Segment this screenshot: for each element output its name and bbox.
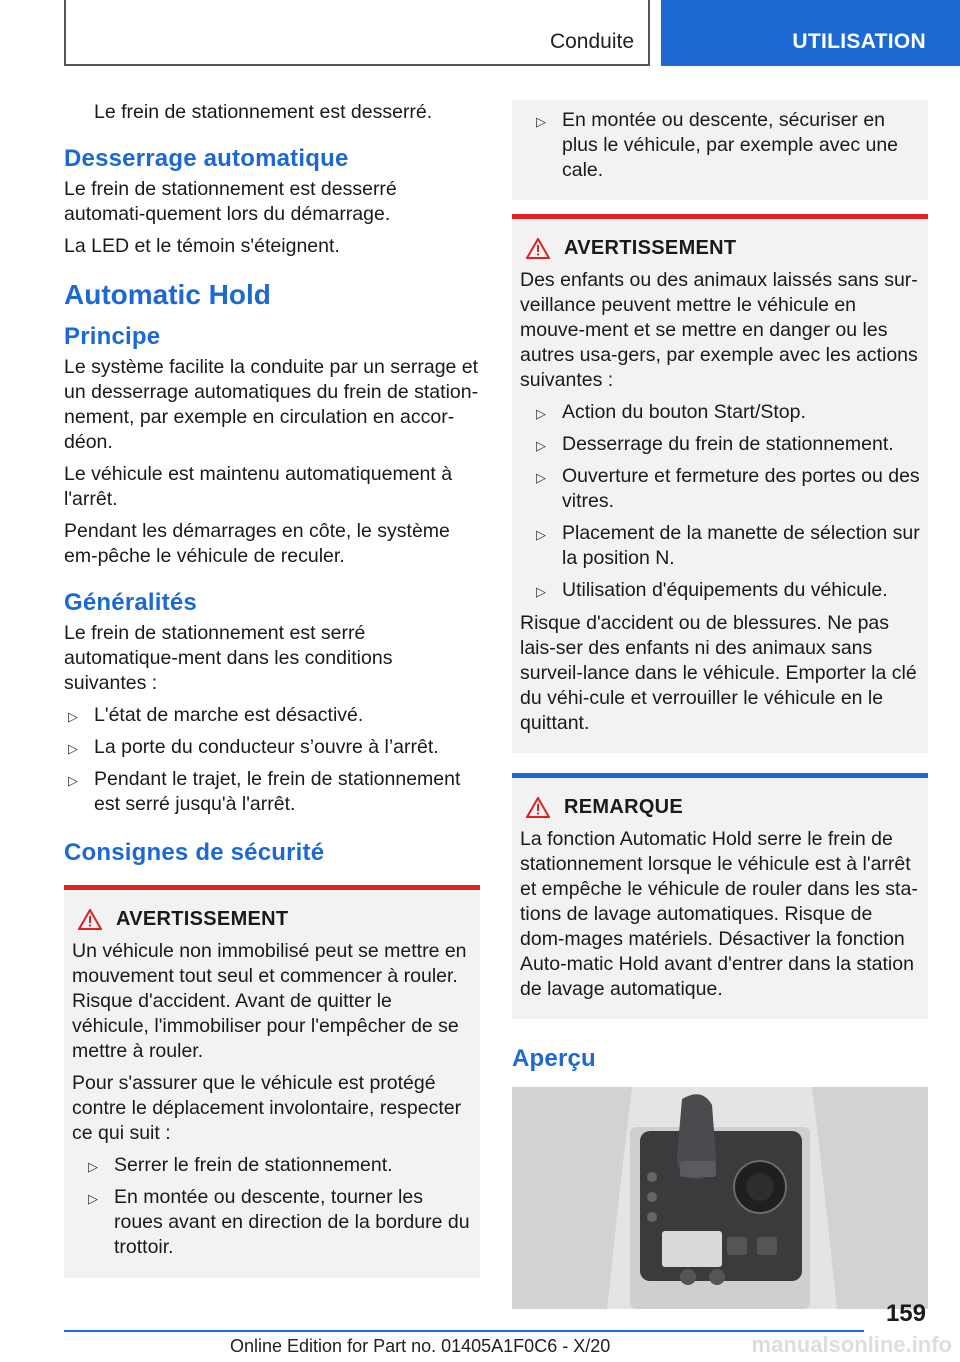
list-item: ▷ En montée ou descente, tourner les roues avant en direction de la bordure du trottoir.: [88, 1186, 470, 1258]
header-chapter-title: UTILISATION: [792, 30, 926, 53]
footer-divider: [64, 1330, 864, 1332]
warning-header: [520, 237, 920, 260]
triangle-bullet-icon: ▷: [536, 406, 546, 421]
warning-triangle-icon: [78, 909, 102, 930]
list-item: ▷ Action du bouton Start/Stop.: [520, 400, 920, 425]
principle-p1: Le système facilite la conduite par un serrage et un desserrage automatiques du frein de station-nement, par exemple en circulation en accor-déon.: [64, 356, 479, 453]
warning-box-2: [512, 214, 928, 753]
warning2-list: [520, 400, 920, 603]
triangle-bullet-icon: ▷: [536, 114, 546, 129]
note-box: [512, 773, 928, 1019]
header-chapter-tab: [661, 0, 960, 66]
list-item: ▷ Ouverture et fermeture des portes ou des vitres.: [536, 465, 920, 512]
heading-auto-release: Desserrage automatique: [64, 145, 349, 172]
center-console-illustration: [512, 1087, 928, 1309]
auto-release-p1: Le frein de stationnement est desserré automati-quement lors du démarrage.: [64, 178, 397, 225]
list-item: ▷ Pendant le trajet, le frein de stationnement est serré jusqu'à l'arrêt.: [68, 768, 461, 815]
warning-triangle-icon: [526, 238, 550, 259]
triangle-bullet-icon: ▷: [536, 584, 546, 599]
triangle-bullet-icon: ▷: [68, 741, 78, 756]
page-number: 159: [885, 1300, 926, 1327]
heading-automatic-hold: Automatic Hold: [64, 279, 271, 310]
footer-edition: Online Edition for Part no. 01405A1F0C6 - X/20: [230, 1336, 611, 1356]
warning2-p1: Des enfants ou des animaux laissés sans sur-veillance peuvent mettre le véhicule en mouve-ment et se mettre en danger ou les autres usa-gers, par exemple avec les actions suivantes :: [520, 269, 918, 391]
list-item: ▷ Desserrage du frein de stationnement.: [520, 432, 920, 457]
auto-release-p2: La LED et le témoin s'éteignent.: [64, 235, 340, 257]
general-list: [64, 703, 480, 817]
general-p1: Le frein de stationnement est serré automatique-ment dans les conditions suivantes :: [64, 622, 393, 694]
header-section-box: [64, 0, 650, 66]
list-item: ▷ Utilisation d'équipements du véhicule.: [520, 578, 920, 603]
warning1-p1: Un véhicule non immobilisé peut se mettre en mouvement tout seul et commencer à rouler. Risque d'accident. Avant de quitter le véhicule, l'immobiliser pour l'empêcher de se mettre à rouler.: [72, 940, 467, 1062]
list-item: ▷ L'état de marche est désactivé.: [64, 703, 480, 728]
warning-label: AVERTISSEMENT: [564, 237, 737, 259]
heading-safety: Consignes de sécurité: [64, 839, 325, 866]
heading-general: Généralités: [64, 589, 197, 616]
triangle-bullet-icon: ▷: [536, 470, 546, 485]
triangle-bullet-icon: ▷: [68, 709, 78, 724]
triangle-bullet-icon: ▷: [536, 527, 546, 542]
list-item: ▷ En montée ou descente, sécuriser en plus le véhicule, par exemple avec une cale.: [536, 109, 899, 181]
warning-triangle-icon: [526, 797, 550, 818]
list-item: ▷ Placement de la manette de sélection sur la position N.: [536, 522, 920, 569]
triangle-bullet-icon: ▷: [536, 438, 546, 453]
heading-overview: Aperçu: [512, 1045, 596, 1072]
warning1-p2: Pour s'assurer que le véhicule est protégé contre le déplacement involontaire, respecter ce qui suit :: [72, 1072, 462, 1144]
intro-text: Le frein de stationnement est desserré.: [94, 101, 433, 123]
triangle-bullet-icon: ▷: [88, 1159, 98, 1174]
warning1-list: [72, 1153, 472, 1260]
warning-box-1-continued: [512, 100, 928, 200]
warning1-cont-list: [520, 108, 920, 183]
note-p1: La fonction Automatic Hold serre le frein de stationnement lorsque le véhicule est à l'arrêt et empêche le véhicule de rouler dans les sta-tions de lavage automatiques. Risque de dom-mages matériels. Désactiver la fonction Auto-matic Hold avant d'entrer dans la station de lavage automatique.: [520, 828, 918, 1000]
header-section-title: Conduite: [549, 30, 634, 53]
center-console-photo: [512, 1087, 928, 1309]
warning-box-1: [64, 885, 480, 1278]
warning-label: AVERTISSEMENT: [116, 908, 289, 930]
right-column: [512, 100, 928, 1309]
note-header: [520, 796, 920, 819]
principle-p3: Pendant les démarrages en côte, le système em-pêche le véhicule de reculer.: [64, 520, 450, 567]
warning2-p2: Risque d'accident ou de blessures. Ne pas lais-ser des enfants ni des animaux sans surveil-lance dans le véhicule. Emporter la clé du véhi-cule et verrouiller le véhicule en le quittant.: [520, 612, 917, 734]
principle-p2: Le véhicule est maintenu automatiquement à l'arrêt.: [64, 463, 453, 510]
heading-principle: Principe: [64, 323, 161, 350]
note-label: REMARQUE: [564, 796, 684, 818]
left-column: [64, 100, 480, 1278]
list-item: ▷ La porte du conducteur s’ouvre à l’arrêt.: [64, 735, 480, 760]
triangle-bullet-icon: ▷: [68, 773, 78, 788]
triangle-bullet-icon: ▷: [88, 1191, 98, 1206]
watermark: manualsonline.info: [751, 1332, 952, 1357]
warning-header: [72, 908, 472, 931]
list-item: ▷ Serrer le frein de stationnement.: [72, 1153, 472, 1178]
